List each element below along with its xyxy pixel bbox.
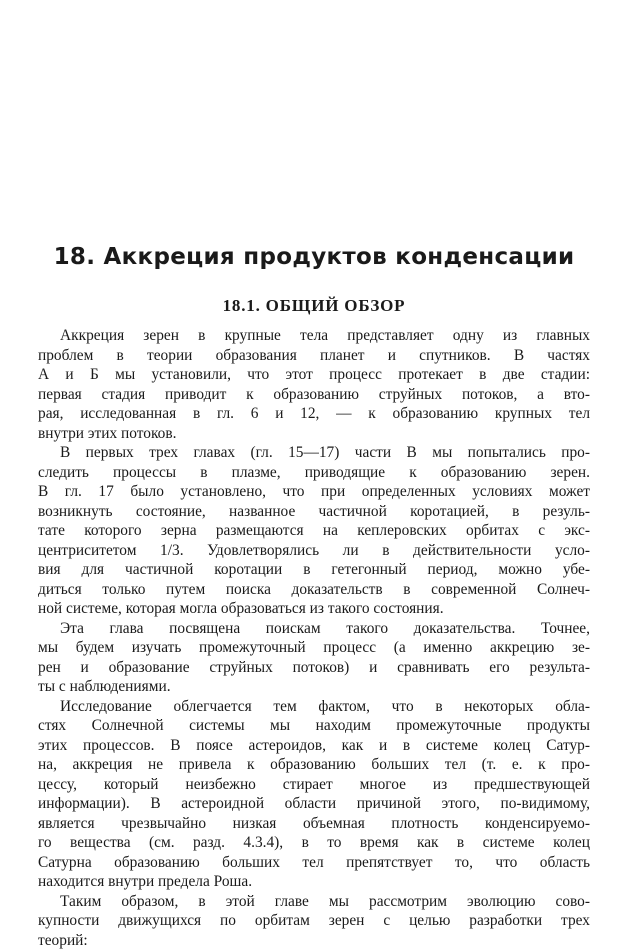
text-line: является чрезвычайно низкая объемная плотность конденсируемо- <box>38 814 590 832</box>
text-line: А и Б мы установили, что этот процесс протекает в две стадии: <box>38 366 590 383</box>
text-line: внутри этих потоков. <box>38 424 177 442</box>
text-line: стях Солнечной системы мы находим промежуточные продукты <box>38 717 590 734</box>
paragraph <box>38 892 590 950</box>
text-line: центриситетом 1/3. Удовлетворялись ли в действительности усло- <box>38 541 590 559</box>
text-line: Исследование облегчается тем фактом, что в некоторых обла- <box>60 697 590 715</box>
text-line: рая, исследованная в гл. 6 и 12, — к образованию крупных тел <box>38 405 590 422</box>
text-line: Сатурна образованию больших тел препятствует то, что область <box>38 853 590 871</box>
text-line: рен и образование струйных потоков) и сравнивать его результа- <box>38 658 590 676</box>
text-line: В первых трех главах (гл. 15—17) части В мы попытались про- <box>60 444 590 461</box>
paragraph <box>38 619 590 697</box>
text-line: тате которого зерна размещаются на кеплеровских орбитах с экс- <box>38 522 590 539</box>
text-line: возникнуть состояние, названное частичной коротацией, в резуль- <box>38 502 590 520</box>
text-line: проблем в теории образования планет и спутников. В частях <box>38 346 590 364</box>
text-line: вия для частичной коротации в гетегонный период, можно убе- <box>38 561 590 578</box>
text-line: на, аккреция не привела к образованию больших тел (т. е. к про- <box>38 756 590 773</box>
text-line: первая стадия приводит к образованию струйных потоков, а вто- <box>38 385 590 403</box>
text-line: купности движущихся по орбитам зерен с целью разработки трех <box>38 912 590 929</box>
text-line: этих процессов. В поясе астероидов, как и в системе колец Сатур- <box>38 736 590 754</box>
text-line: Эта глава посвящена поискам такого доказательства. Точнее, <box>60 619 590 637</box>
section-title: 18.1. ОБЩИЙ ОБЗОР <box>222 296 406 315</box>
text-line: теорий: <box>38 931 88 949</box>
text-line: цессу, который неизбежно стирает многое из предшествующей <box>38 775 590 793</box>
chapter-title: 18. Аккреция продуктов конденсации <box>53 244 575 270</box>
paragraph <box>38 326 590 443</box>
paragraph <box>38 443 590 619</box>
text-line: следить процессы в плазме, приводящие к образованию зерен. <box>38 463 590 481</box>
text-line: го вещества (см. разд. 4.3.4), в то время как в системе колец <box>38 834 590 851</box>
text-line: находится внутри предела Роша. <box>38 873 253 890</box>
text-line: ной системе, которая могла образоваться из такого состояния. <box>38 600 444 617</box>
text-line: Таким образом, в этой главе мы рассмотрим эволюцию сово- <box>60 892 590 910</box>
text-line: мы будем изучать промежуточный процесс (а именно аккрецию зе- <box>38 639 590 656</box>
text-line: информации). В астероидной области причиной этого, по-видимому, <box>38 795 590 812</box>
paragraph <box>38 697 590 892</box>
text-line: В гл. 17 было установлено, что при определенных условиях может <box>38 483 590 500</box>
text-line: ты с наблюдениями. <box>38 678 171 695</box>
text-line: диться только путем поиска доказательств в современной Солнеч- <box>38 580 590 598</box>
body-text <box>38 326 590 950</box>
text-line: Аккреция зерен в крупные тела представляет одну из главных <box>60 327 590 344</box>
